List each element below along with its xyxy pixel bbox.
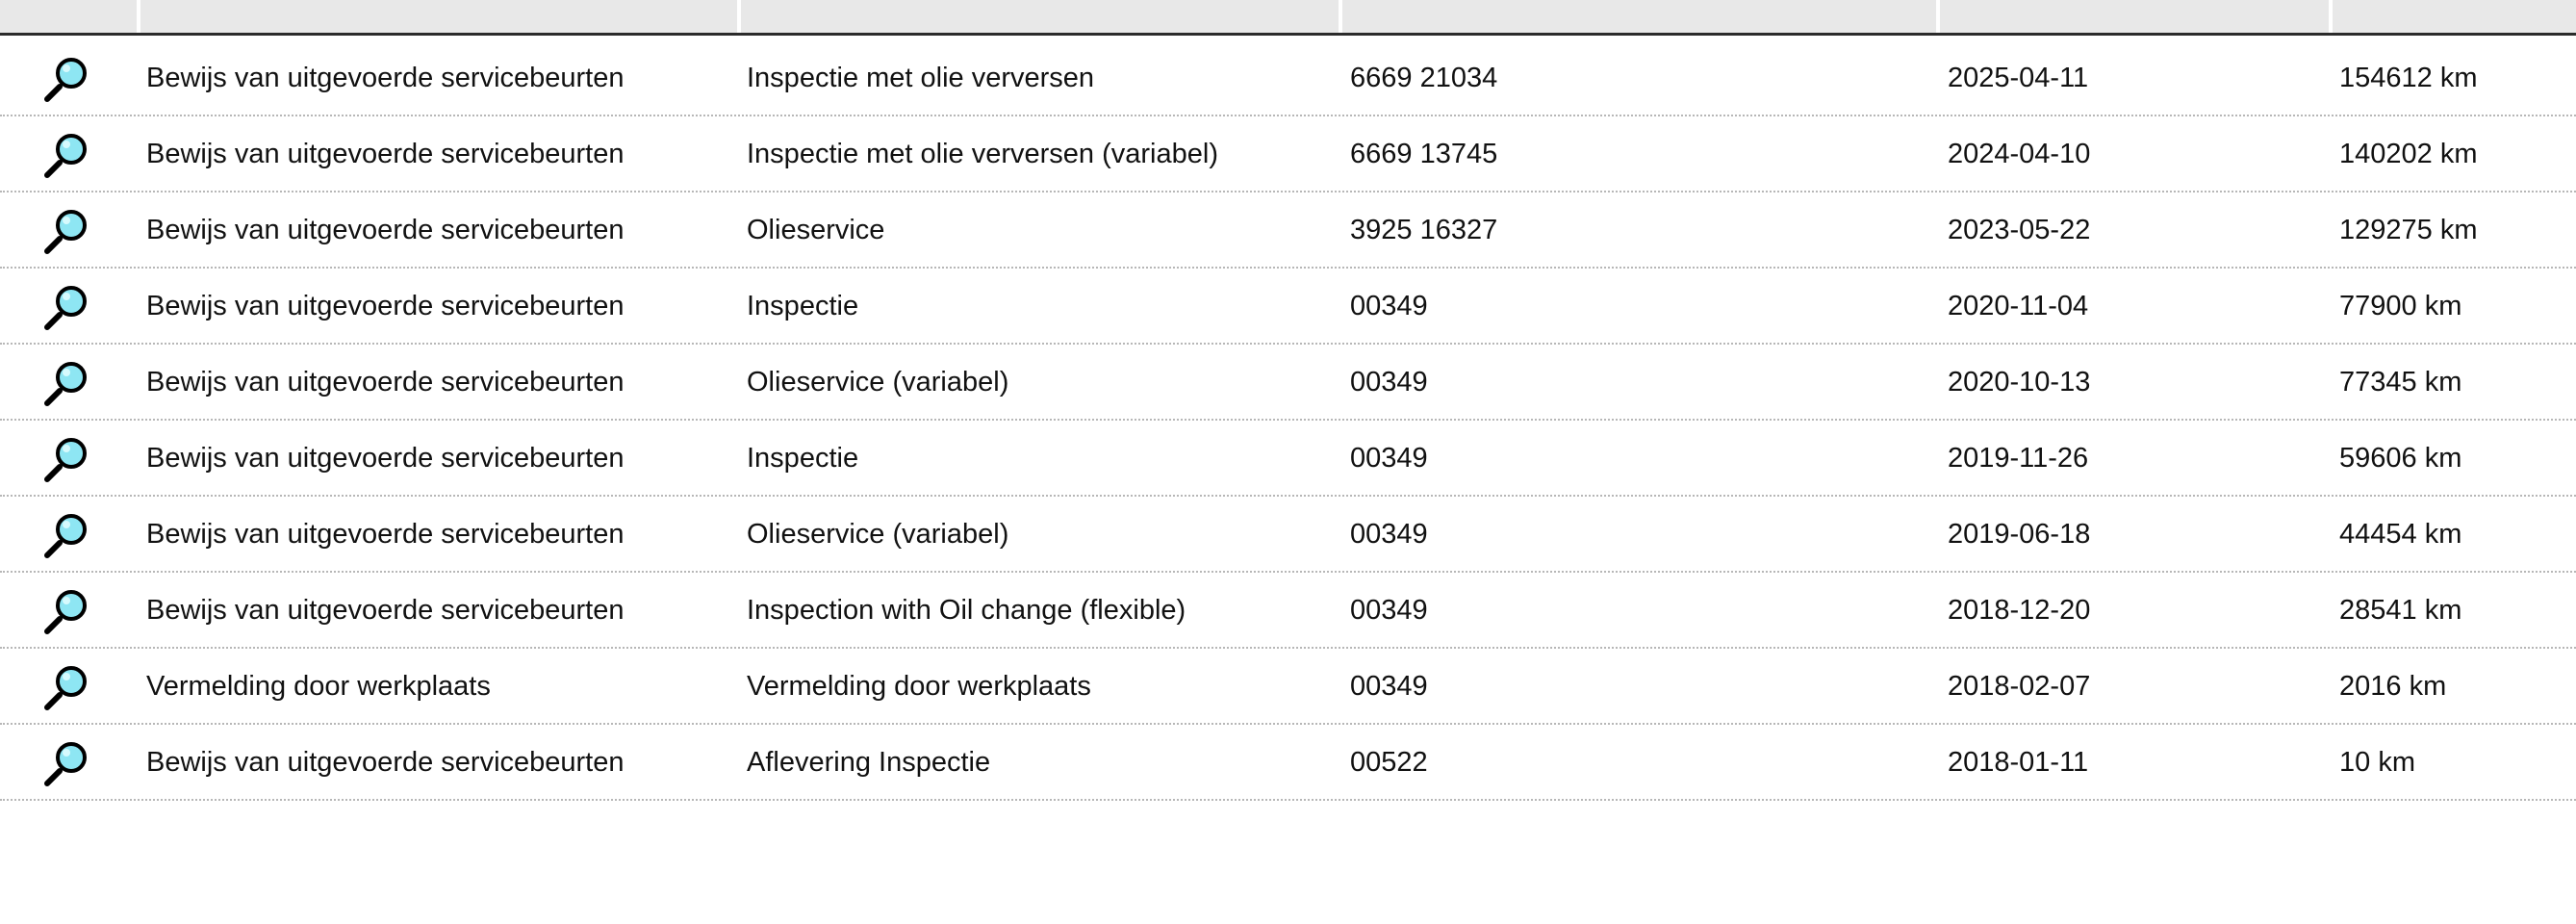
table-row <box>0 649 2576 725</box>
row-date: 2019-11-26 <box>1948 443 2089 474</box>
table-row <box>0 345 2576 421</box>
column-header-type[interactable] <box>140 0 741 33</box>
column-header-description[interactable] <box>741 0 1342 33</box>
row-type: Bewijs van uitgevoerde servicebeurten <box>146 215 625 245</box>
row-code: 00522 <box>1350 747 1428 778</box>
row-type: Bewijs van uitgevoerde servicebeurten <box>146 367 625 398</box>
row-mileage: 10 km <box>2339 747 2415 778</box>
table-row <box>0 497 2576 573</box>
row-type: Vermelding door werkplaats <box>146 671 491 702</box>
magnifier-icon <box>38 430 96 488</box>
row-date: 2020-10-13 <box>1948 367 2091 398</box>
detail-button[interactable] <box>0 269 135 345</box>
column-header-icon[interactable] <box>0 0 140 33</box>
row-code: 00349 <box>1350 367 1428 398</box>
row-type: Bewijs van uitgevoerde servicebeurten <box>146 519 625 550</box>
row-mileage: 154612 km <box>2339 63 2478 93</box>
row-type: Bewijs van uitgevoerde servicebeurten <box>146 747 625 778</box>
column-header-date[interactable] <box>1940 0 2333 33</box>
row-code: 00349 <box>1350 291 1428 321</box>
magnifier-icon <box>38 202 96 260</box>
row-description: Vermelding door werkplaats <box>747 671 1091 702</box>
table-header <box>0 0 2576 36</box>
row-description: Inspectie met olie verversen <box>747 63 1095 93</box>
row-mileage: 44454 km <box>2339 519 2462 550</box>
row-code: 00349 <box>1350 519 1428 550</box>
table-body <box>0 40 2576 801</box>
detail-button[interactable] <box>0 40 135 116</box>
table-row <box>0 421 2576 497</box>
row-mileage: 129275 km <box>2339 215 2478 245</box>
row-date: 2020-11-04 <box>1948 291 2089 321</box>
detail-button[interactable] <box>0 497 135 573</box>
magnifier-icon <box>38 734 96 792</box>
detail-button[interactable] <box>0 345 135 421</box>
detail-button[interactable] <box>0 192 135 269</box>
row-date: 2019-06-18 <box>1948 519 2091 550</box>
row-date: 2018-12-20 <box>1948 595 2091 626</box>
row-code: 00349 <box>1350 443 1428 474</box>
column-header-code[interactable] <box>1342 0 1940 33</box>
row-code: 00349 <box>1350 595 1428 626</box>
row-type: Bewijs van uitgevoerde servicebeurten <box>146 291 625 321</box>
row-description: Olieservice (variabel) <box>747 519 1009 550</box>
row-date: 2025-04-11 <box>1948 63 2089 93</box>
detail-button[interactable] <box>0 725 135 801</box>
table-row <box>0 192 2576 269</box>
row-type: Bewijs van uitgevoerde servicebeurten <box>146 595 625 626</box>
table-row <box>0 269 2576 345</box>
magnifier-icon <box>38 506 96 564</box>
row-mileage: 77345 km <box>2339 367 2462 398</box>
row-code: 00349 <box>1350 671 1428 702</box>
magnifier-icon <box>38 278 96 336</box>
row-description: Inspectie <box>747 291 859 321</box>
row-type: Bewijs van uitgevoerde servicebeurten <box>146 443 625 474</box>
table-row <box>0 40 2576 116</box>
row-type: Bewijs van uitgevoerde servicebeurten <box>146 63 625 93</box>
row-description: Olieservice (variabel) <box>747 367 1009 398</box>
magnifier-icon <box>38 126 96 184</box>
table-row <box>0 116 2576 192</box>
row-date: 2018-01-11 <box>1948 747 2089 778</box>
table-row <box>0 573 2576 649</box>
magnifier-icon <box>38 658 96 716</box>
row-description: Inspectie <box>747 443 859 474</box>
detail-button[interactable] <box>0 116 135 192</box>
row-code: 6669 21034 <box>1350 63 1498 93</box>
row-date: 2023-05-22 <box>1948 215 2091 245</box>
row-type: Bewijs van uitgevoerde servicebeurten <box>146 139 625 169</box>
row-mileage: 2016 km <box>2339 671 2447 702</box>
row-code: 6669 13745 <box>1350 139 1498 169</box>
row-mileage: 77900 km <box>2339 291 2462 321</box>
row-mileage: 59606 km <box>2339 443 2462 474</box>
row-date: 2024-04-10 <box>1948 139 2091 169</box>
column-header-mileage[interactable] <box>2333 0 2576 33</box>
detail-button[interactable] <box>0 421 135 497</box>
row-description: Inspection with Oil change (flexible) <box>747 595 1186 626</box>
detail-button[interactable] <box>0 649 135 725</box>
magnifier-icon <box>38 50 96 108</box>
magnifier-icon <box>38 354 96 412</box>
row-code: 3925 16327 <box>1350 215 1498 245</box>
detail-button[interactable] <box>0 573 135 649</box>
row-mileage: 28541 km <box>2339 595 2462 626</box>
row-description: Olieservice <box>747 215 885 245</box>
row-description: Inspectie met olie verversen (variabel) <box>747 139 1218 169</box>
magnifier-icon <box>38 582 96 640</box>
row-mileage: 140202 km <box>2339 139 2478 169</box>
row-date: 2018-02-07 <box>1948 671 2091 702</box>
table-row <box>0 725 2576 801</box>
row-description: Aflevering Inspectie <box>747 747 991 778</box>
